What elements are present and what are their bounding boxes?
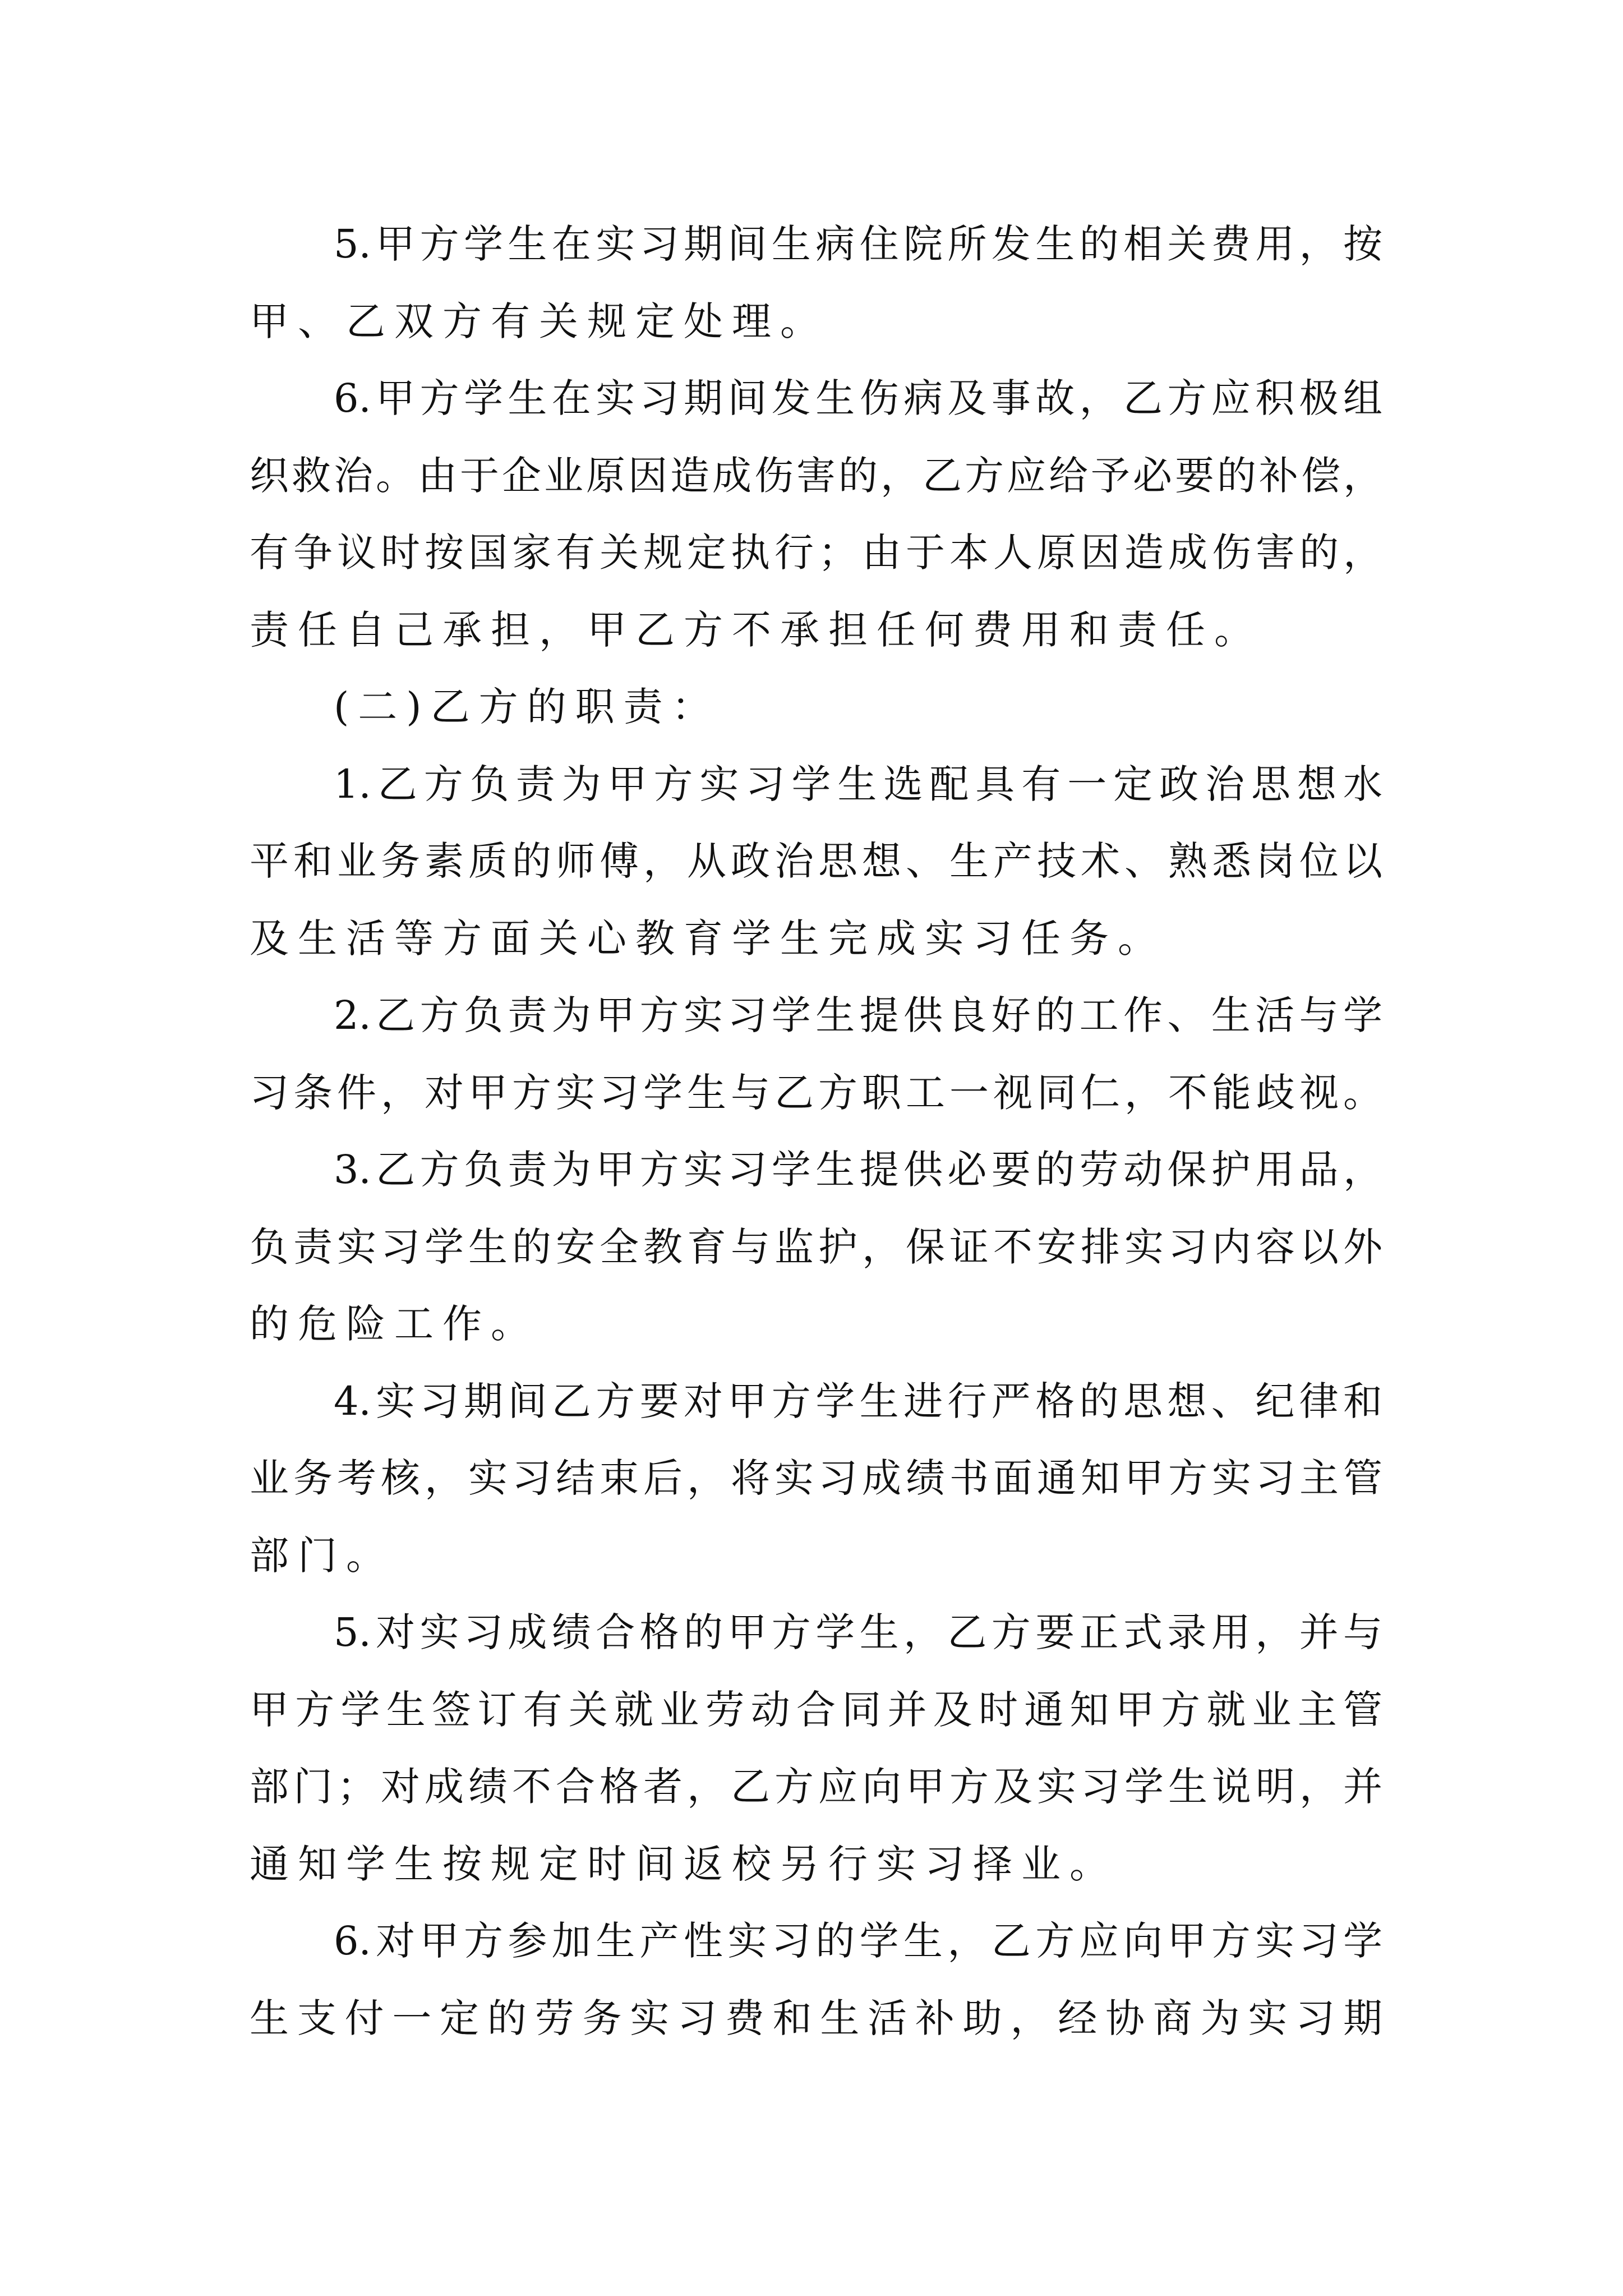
text-line: 6.对甲方参加生产性实习的学生，乙方应向甲方实习学 <box>334 1918 1382 1964</box>
text-line: 甲方学生签订有关就业劳动合同并及时通知甲方就业主管 <box>250 1687 1382 1733</box>
text-line: 习条件，对甲方实习学生与乙方职工一视同仁，不能歧视。 <box>250 1070 1382 1116</box>
text-line: 织救治。由于企业原因造成伤害的，乙方应给予必要的补偿， <box>250 453 1382 499</box>
text-line: 部门；对成绩不合格者，乙方应向甲方及实习学生说明，并 <box>250 1764 1382 1810</box>
text-line: 1.乙方负责为甲方实习学生选配具有一定政治思想水 <box>334 761 1382 807</box>
text-line: 4.实习期间乙方要对甲方学生进行严格的思想、纪律和 <box>334 1378 1382 1424</box>
text-line: 5.对实习成绩合格的甲方学生，乙方要正式录用，并与 <box>334 1609 1382 1655</box>
text-line: 责任自己承担，甲乙方不承担任何费用和责任。 <box>250 607 1262 653</box>
text-line: 平和业务素质的师傅，从政治思想、生产技术、熟悉岗位以 <box>250 838 1382 884</box>
text-line: 甲、乙双方有关规定处理。 <box>250 298 828 344</box>
text-line: 生支付一定的劳务实习费和生活补助，经协商为实习期 <box>250 1995 1382 2041</box>
text-line: 部门。 <box>250 1533 394 1579</box>
text-line: 业务考核，实习结束后，将实习成绩书面通知甲方实习主管 <box>250 1455 1382 1501</box>
text-line: 及生活等方面关心教育学生完成实习任务。 <box>250 915 1166 961</box>
text-line: 6.甲方学生在实习期间发生伤病及事故，乙方应积极组 <box>334 375 1382 421</box>
text-line: 有争议时按国家有关规定执行；由于本人原因造成伤害的， <box>250 530 1382 576</box>
text-line: 的危险工作。 <box>250 1301 539 1347</box>
section-heading: (二)乙方的职责： <box>334 684 720 730</box>
text-line: 2.乙方负责为甲方实习学生提供良好的工作、生活与学 <box>334 992 1382 1038</box>
text-line: 3.乙方负责为甲方实习学生提供必要的劳动保护用品， <box>334 1147 1382 1193</box>
text-line: 5.甲方学生在实习期间生病住院所发生的相关费用，按 <box>334 221 1382 267</box>
text-line: 通知学生按规定时间返校另行实习择业。 <box>250 1841 1118 1887</box>
text-line: 负责实习学生的安全教育与监护，保证不安排实习内容以外 <box>250 1224 1382 1270</box>
